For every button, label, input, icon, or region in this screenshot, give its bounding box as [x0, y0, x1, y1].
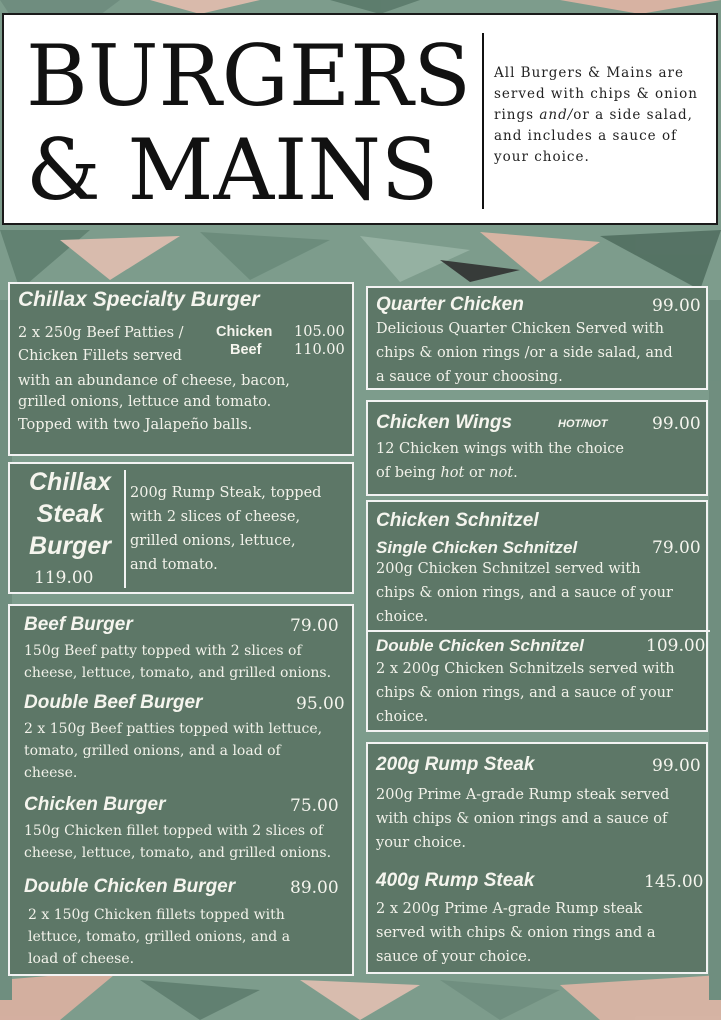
- hot-not-badge: HOT/NOT: [558, 418, 608, 430]
- intro-line: [494, 105, 718, 126]
- item-description: your choice.: [376, 835, 466, 851]
- title-line-2: & MAINS: [26, 121, 439, 219]
- item-description: chips & onion rings, and a sauce of your: [376, 585, 673, 601]
- item-description: and tomato.: [130, 557, 218, 573]
- option-label: Beef: [230, 342, 262, 358]
- item-description: with chips & onion rings and a sauce of: [376, 811, 668, 827]
- desc-part: .: [513, 465, 518, 481]
- item-price: 79.00: [290, 616, 339, 636]
- intro-text-italic: and/: [539, 107, 574, 123]
- item-title: Steak: [36, 500, 104, 528]
- item-title: Double Chicken Schnitzel: [376, 636, 584, 655]
- steak-burger-panel: [8, 462, 354, 594]
- item-title: 400g Rump Steak: [376, 870, 535, 891]
- item-title: Quarter Chicken: [376, 294, 524, 315]
- item-description: 150g Beef patty topped with 2 slices of: [24, 643, 302, 659]
- item-description: chips & onion rings, and a sauce of your: [376, 685, 673, 701]
- item-price: 99.00: [652, 756, 701, 776]
- item-description: cheese.: [24, 765, 78, 781]
- item-description: grilled onions, lettuce and tomato.: [18, 394, 272, 410]
- item-description: 150g Chicken fillet topped with 2 slices of: [24, 823, 324, 839]
- quarter-chicken-panel: [366, 286, 708, 390]
- title-line-1: BURGERS: [26, 27, 471, 125]
- intro-line: served with chips & onion: [494, 86, 698, 102]
- item-price: 89.00: [290, 878, 339, 898]
- item-description: 200g Prime A-grade Rump steak served: [376, 787, 670, 803]
- item-description: 200g Chicken Schnitzel served with: [376, 561, 641, 577]
- burgers-panel: [8, 604, 354, 976]
- option-price: 110.00: [294, 342, 345, 358]
- schnitzel-panel: [366, 500, 708, 732]
- item-description: 12 Chicken wings with the choice: [376, 441, 624, 457]
- item-description: Delicious Quarter Chicken Served with: [376, 321, 664, 337]
- intro-text-part: or a side salad,: [573, 107, 693, 123]
- item-description: 2 x 150g Chicken fillets topped with: [28, 907, 285, 923]
- item-title: Chicken Burger: [24, 794, 166, 815]
- item-title: Chicken Wings: [376, 412, 513, 433]
- header-divider: [482, 33, 484, 209]
- item-price: 79.00: [652, 538, 701, 558]
- steaks-panel: [366, 742, 708, 974]
- menu-header: [2, 13, 718, 225]
- item-title: Chillax Specialty Burger: [18, 288, 260, 311]
- item-price: 119.00: [34, 568, 94, 588]
- item-description: cheese, lettuce, tomato, and grilled onions.: [24, 845, 332, 861]
- desc-part: or: [464, 465, 490, 481]
- intro-line: and includes a sauce of: [494, 128, 678, 144]
- item-description: [376, 462, 518, 485]
- item-description: choice.: [376, 709, 429, 725]
- item-title: Double Beef Burger: [24, 692, 203, 713]
- item-price: 145.00: [644, 872, 704, 892]
- specialty-burger-panel: [8, 282, 354, 456]
- item-title: Beef Burger: [24, 614, 133, 635]
- item-description: served with chips & onion rings and a: [376, 925, 656, 941]
- intro-text: [494, 63, 718, 168]
- desc-italic: not: [489, 465, 514, 481]
- desc-part: of being: [376, 465, 441, 481]
- item-price: 95.00: [296, 694, 345, 714]
- chicken-wings-panel: [366, 400, 708, 496]
- option-label: Chicken: [216, 324, 273, 340]
- item-price: 99.00: [652, 296, 701, 316]
- item-title: Chillax: [29, 468, 111, 496]
- item-title: Burger: [29, 532, 111, 560]
- panel-divider: [124, 470, 126, 588]
- item-description: 2 x 200g Prime A-grade Rump steak: [376, 901, 643, 917]
- item-description: with 2 slices of cheese,: [130, 509, 301, 525]
- intro-text-part: rings: [494, 107, 540, 123]
- option-price: 105.00: [294, 324, 345, 340]
- item-description: sauce of your choice.: [376, 949, 532, 965]
- item-description: Topped with two Jalapeño balls.: [18, 417, 253, 433]
- item-description: 2 x 150g Beef patties topped with lettuce,: [24, 721, 323, 737]
- item-description: load of cheese.: [28, 951, 135, 967]
- item-description: chips & onion rings /or a side salad, and: [376, 345, 673, 361]
- item-description: 200g Rump Steak, topped: [130, 485, 322, 501]
- item-description: lettuce, tomato, grilled onions, and a: [28, 929, 291, 945]
- section-heading: Chicken Schnitzel: [376, 510, 539, 531]
- item-title: 200g Rump Steak: [376, 754, 535, 775]
- desc-italic: hot: [440, 465, 465, 481]
- page-title: [26, 29, 471, 217]
- item-title: Double Chicken Burger: [24, 876, 236, 897]
- item-description: a sauce of your choosing.: [376, 369, 563, 385]
- item-price: 99.00: [652, 414, 701, 434]
- item-description: grilled onions, lettuce,: [130, 533, 296, 549]
- intro-line: All Burgers & Mains are: [494, 65, 684, 81]
- item-description: cheese, lettuce, tomato, and grilled onions.: [24, 665, 332, 681]
- item-description: tomato, grilled onions, and a load of: [24, 743, 281, 759]
- intro-line: your choice.: [494, 149, 590, 165]
- item-price: 109.00: [646, 636, 706, 656]
- item-description: 2 x 200g Chicken Schnitzels served with: [376, 661, 675, 677]
- item-description: choice.: [376, 609, 429, 625]
- item-title: Single Chicken Schnitzel: [376, 538, 578, 557]
- panel-divider: [368, 630, 710, 632]
- item-description: Chicken Fillets served: [18, 348, 182, 364]
- item-price: 75.00: [290, 796, 339, 816]
- item-description: 2 x 250g Beef Patties /: [18, 325, 184, 341]
- item-description: with an abundance of cheese, bacon,: [18, 373, 290, 389]
